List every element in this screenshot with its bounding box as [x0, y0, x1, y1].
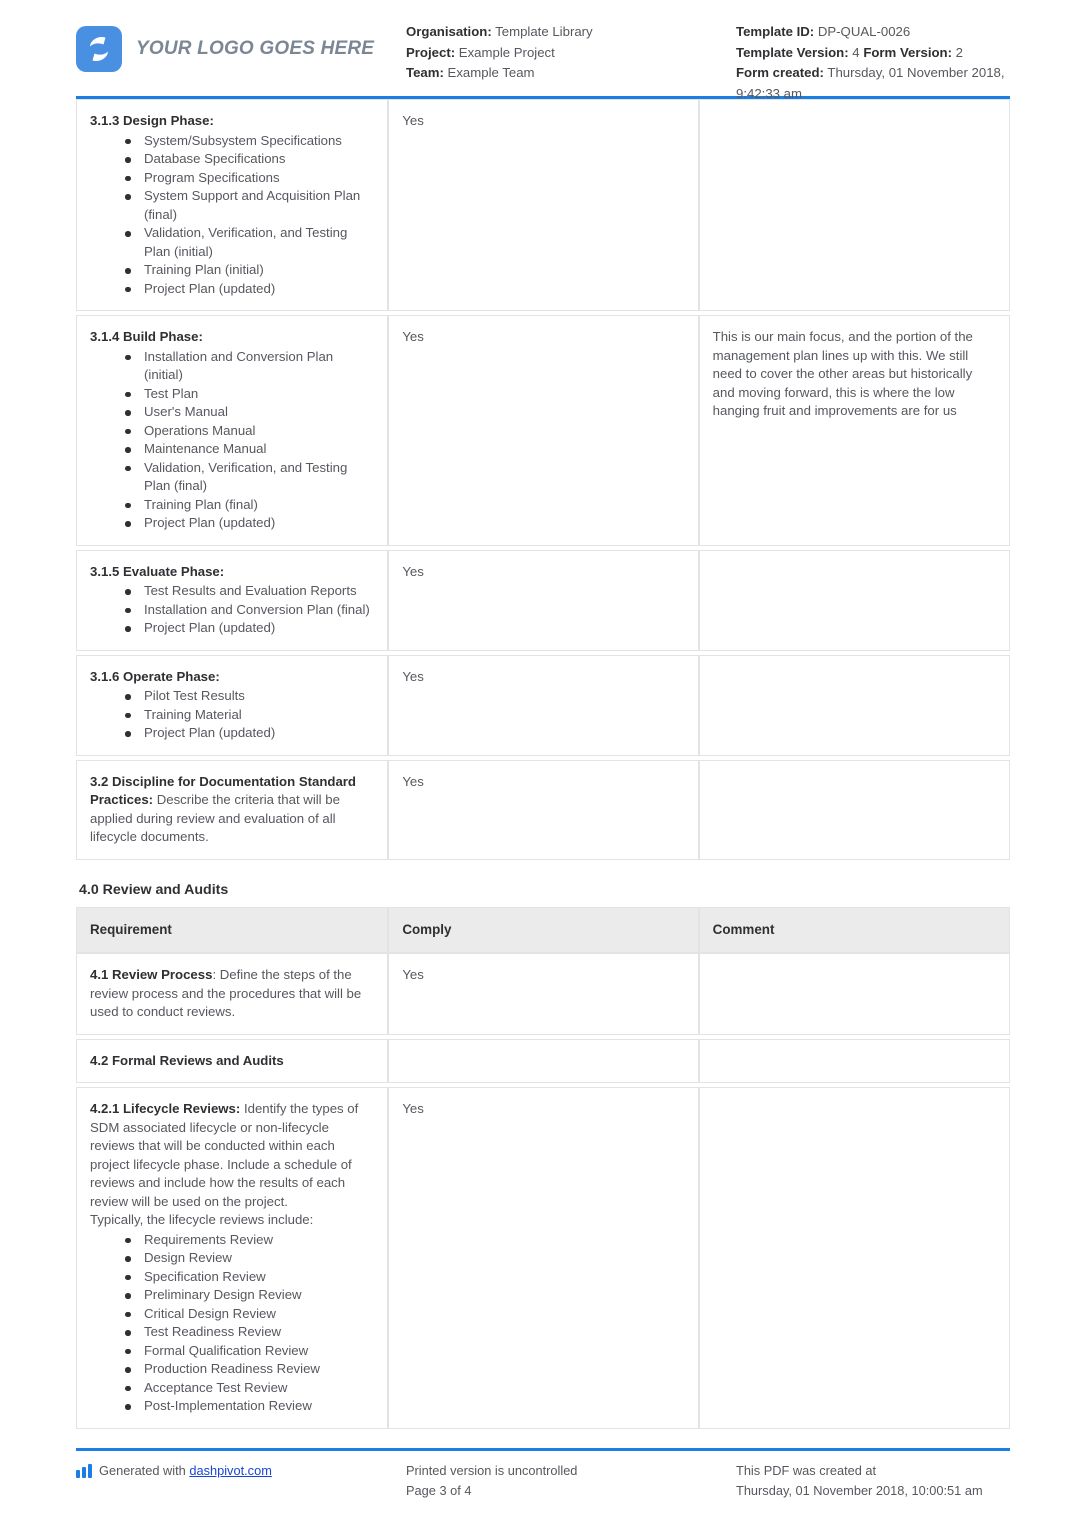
- list-item: Training Plan (initial): [144, 261, 375, 280]
- list-item: Formal Qualification Review: [144, 1342, 375, 1361]
- table-row: [76, 315, 1010, 546]
- comment-cell: [699, 99, 1010, 311]
- bar-chart-icon: [76, 1464, 92, 1478]
- header-label-organisation: Organisation:: [406, 24, 492, 39]
- list-item: Project Plan (updated): [144, 280, 375, 299]
- table-row: [76, 99, 1010, 311]
- header-field-versions: [736, 43, 1010, 64]
- requirement-title: 3.1.3 Design Phase:: [90, 113, 214, 128]
- requirement-cell: [76, 99, 388, 311]
- dashpivot-link[interactable]: dashpivot.com: [189, 1463, 272, 1478]
- list-item: Validation, Verification, and Testing Plan (initial): [144, 224, 375, 261]
- document-header: [76, 0, 1010, 101]
- requirement-bullet-list: [90, 582, 375, 638]
- requirement-title: 3.1.4 Build Phase:: [90, 329, 203, 344]
- requirement-title: 4.2.1 Lifecycle Reviews:: [90, 1101, 241, 1116]
- header-label-template-id: Template ID:: [736, 24, 815, 39]
- header-value-team: Example Team: [447, 65, 535, 80]
- list-item: Operations Manual: [144, 422, 375, 441]
- list-item: Test Readiness Review: [144, 1323, 375, 1342]
- comply-cell: Yes: [388, 1087, 698, 1429]
- header-field-template-id: [736, 22, 1010, 43]
- comply-cell: Yes: [388, 550, 698, 651]
- section-heading-4: 4.0 Review and Audits: [79, 881, 229, 898]
- list-item: Acceptance Test Review: [144, 1379, 375, 1398]
- requirement-title: 3.2 Discipline for Documentation Standard Practices:: [90, 773, 356, 807]
- table-section-3: [76, 99, 1010, 860]
- footer-row: [76, 1461, 1010, 1500]
- header-label-template-version: Template Version:: [736, 44, 849, 60]
- footer-printed-line1: Printed version is uncontrolled: [406, 1463, 578, 1478]
- footer-created-block: [736, 1461, 1010, 1500]
- list-item: Pilot Test Results: [144, 687, 375, 706]
- list-item: System Support and Acquisition Plan (final): [144, 187, 375, 224]
- document-footer: [76, 1448, 1010, 1500]
- comment-cell: [699, 953, 1010, 1035]
- list-item: Critical Design Review: [144, 1305, 375, 1324]
- column-header-comment: Comment: [699, 907, 1010, 954]
- header-field-project: [406, 43, 736, 64]
- comply-cell: Yes: [388, 760, 698, 860]
- table-row: [76, 1087, 1010, 1429]
- comply-cell: Yes: [388, 655, 698, 756]
- comply-cell: Yes: [388, 99, 698, 311]
- company-logo-icon: [76, 26, 122, 72]
- requirement-cell: [76, 655, 388, 756]
- logo-block: [76, 22, 406, 72]
- list-item: Project Plan (updated): [144, 514, 375, 533]
- requirement-cell: [76, 760, 388, 860]
- header-label-team: Team:: [406, 65, 444, 80]
- requirement-body-secondary: Typically, the lifecycle reviews include:: [90, 1212, 314, 1227]
- list-item: Installation and Conversion Plan (final): [144, 601, 375, 620]
- table-section-4: [76, 907, 1010, 1429]
- comment-cell: [699, 1087, 1010, 1429]
- comment-cell: [699, 1039, 1010, 1084]
- table-header-row: [76, 907, 1010, 954]
- list-item: Validation, Verification, and Testing Plan (final): [144, 459, 375, 496]
- list-item: Requirements Review: [144, 1231, 375, 1250]
- list-item: Installation and Conversion Plan (initial): [144, 348, 375, 385]
- comply-cell: Yes: [388, 953, 698, 1035]
- logo-text: YOUR LOGO GOES HERE: [136, 38, 375, 59]
- requirement-title: 3.1.6 Operate Phase:: [90, 668, 220, 684]
- header-value-form-version: 2: [955, 44, 963, 60]
- column-header-requirement: Requirement: [76, 907, 388, 954]
- requirement-cell: [76, 550, 388, 651]
- footer-accent-rule: [76, 1448, 1010, 1451]
- comment-cell: [699, 760, 1010, 860]
- column-header-comply: Comply: [388, 907, 698, 954]
- list-item: Production Readiness Review: [144, 1360, 375, 1379]
- table-row: [76, 953, 1010, 1035]
- header-value-template-version: 4: [852, 44, 860, 60]
- footer-generated-text: [99, 1461, 272, 1481]
- footer-page-number: Page 3 of 4: [406, 1482, 472, 1498]
- requirement-body: Identify the types of SDM associated lifecycle or non-lifecycle reviews that will be conducted within each project lifecycle phase. Include a schedule of reviews and include how the results of each review will be used on the project.: [90, 1101, 359, 1209]
- list-item: Database Specifications: [144, 150, 375, 169]
- list-item: Project Plan (updated): [144, 724, 375, 743]
- comply-cell: Yes: [388, 315, 698, 546]
- footer-print-block: [406, 1461, 736, 1500]
- header-field-team: [406, 63, 736, 84]
- header-label-project: Project:: [406, 44, 456, 60]
- table-section-4-body: [76, 953, 1010, 1429]
- header-value-organisation: Template Library: [495, 24, 593, 39]
- table-row: [76, 550, 1010, 651]
- comment-cell: [699, 550, 1010, 651]
- header-field-organisation: [406, 22, 736, 43]
- list-item: Training Plan (final): [144, 496, 375, 515]
- header-meta-right: [736, 22, 1010, 104]
- header-value-template-id: DP-QUAL-0026: [817, 24, 911, 39]
- list-item: System/Subsystem Specifications: [144, 132, 375, 151]
- list-item: Preliminary Design Review: [144, 1286, 375, 1305]
- list-item: Test Plan: [144, 385, 375, 404]
- requirement-cell: [76, 1039, 388, 1084]
- requirement-bullet-list: [90, 687, 375, 743]
- requirement-title: 4.2 Formal Reviews and Audits: [90, 1052, 284, 1068]
- footer-generated-prefix: Generated with: [99, 1463, 190, 1478]
- list-item: User's Manual: [144, 403, 375, 422]
- footer-created-line1: This PDF was created at: [736, 1463, 877, 1478]
- header-label-form-created: Form created:: [736, 65, 824, 80]
- list-item: Post-Implementation Review: [144, 1397, 375, 1416]
- requirement-body: Describe the criteria that will be applied during review and evaluation of all lifecycle documents.: [90, 792, 340, 844]
- header-meta-left: [406, 22, 736, 84]
- comment-cell: [699, 655, 1010, 756]
- requirement-bullet-list: [90, 1231, 375, 1416]
- table-row: [76, 760, 1010, 860]
- requirement-cell: [76, 953, 388, 1035]
- table-row: [76, 1039, 1010, 1084]
- header-label-form-version: Form Version:: [863, 44, 952, 60]
- table-section-4-head: [76, 907, 1010, 954]
- comply-cell: [388, 1039, 698, 1084]
- requirement-bullet-list: [90, 132, 375, 299]
- requirement-cell: [76, 315, 388, 546]
- footer-created-timestamp: Thursday, 01 November 2018, 10:00:51 am: [736, 1482, 983, 1498]
- requirement-title: 4.1 Review Process: [90, 967, 213, 982]
- list-item: Training Material: [144, 706, 375, 725]
- footer-generated-block: [76, 1461, 406, 1481]
- header-value-form-created: Thursday, 01 November 2018, 9:42:33 am: [736, 65, 1005, 101]
- list-item: Test Results and Evaluation Reports: [144, 582, 375, 601]
- comment-cell: This is our main focus, and the portion of the management plan lines up with this. We still need to cover the other areas but historically and moving forward, this is where the low hanging fruit and improvements are for us: [699, 315, 1010, 546]
- table-row: [76, 655, 1010, 756]
- requirement-title: 3.1.5 Evaluate Phase:: [90, 563, 225, 579]
- header-value-project: Example Project: [458, 44, 555, 60]
- requirement-bullet-list: [90, 348, 375, 533]
- requirement-cell: [76, 1087, 388, 1429]
- list-item: Maintenance Manual: [144, 440, 375, 459]
- list-item: Specification Review: [144, 1268, 375, 1287]
- list-item: Program Specifications: [144, 169, 375, 188]
- requirement-body: : Define the steps of the review process and the procedures that will be used to conduct reviews.: [90, 967, 362, 1019]
- header-field-form-created: [736, 63, 1010, 104]
- list-item: Design Review: [144, 1249, 375, 1268]
- list-item: Project Plan (updated): [144, 619, 375, 638]
- table-section-3-body: [76, 99, 1010, 860]
